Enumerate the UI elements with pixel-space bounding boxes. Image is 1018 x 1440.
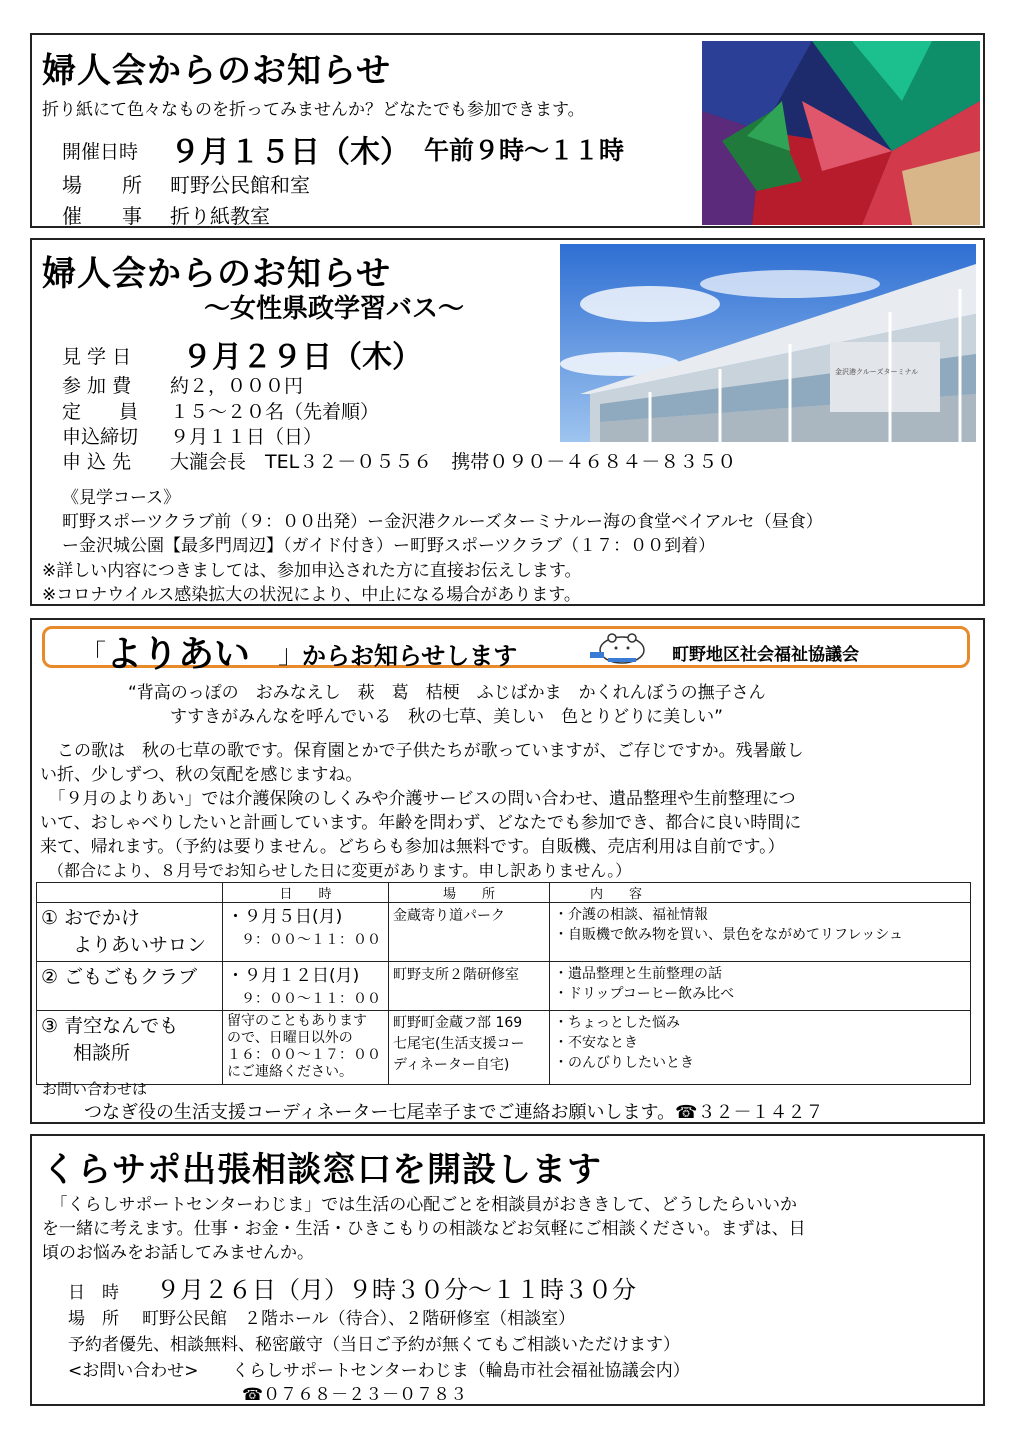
date-note-line: 留守のこともあります: [227, 1013, 367, 1029]
course-line-1: 町野スポーツクラブ前（９：００出発）ー金沢港クルーズターミナルー海の食堂ベイアルセ（昼食）: [62, 512, 823, 532]
section-title: くらサポ出張相談窓口を開設します: [42, 1150, 602, 1190]
list-item: ・自販機で飲み物を買い、景色をながめてリフレッシュ: [554, 927, 904, 943]
fee-value: 約２，０００円: [170, 375, 304, 397]
list-item: ・遺品整理と生前整理の話: [554, 966, 722, 982]
list-item: ・介護の相談、福祉情報: [554, 907, 708, 923]
paragraph-1a: この歌は 秋の七草の歌です。保育園とかで子供たちが歌っていますが、ご存じですか。残暑厳し: [40, 741, 804, 761]
capacity-label: 定 員: [62, 401, 139, 423]
bus-tour-section: [30, 238, 985, 606]
date-value: ９月２６日（月）９時３０分～１１時３０分: [156, 1276, 636, 1304]
row-name-2: よりあいサロン: [73, 934, 207, 956]
contact-phone: ☎０７６８－２３－０７８３: [242, 1385, 468, 1405]
terminal-building-photo: [560, 244, 976, 442]
origami-photo: [702, 41, 980, 225]
place-value: 町野公民館 ２階ホール（待合）、２階研修室（相談室）: [142, 1309, 576, 1329]
row-number: ③: [41, 1015, 59, 1037]
note-1: ※詳しい内容につきましては、参加申込された方に直接お伝えします。: [42, 561, 582, 581]
row-date: ・９月１２日(月): [227, 966, 360, 986]
header-content: 内 容: [550, 883, 971, 903]
table-row: [37, 903, 971, 962]
place-line: 町野町金蔵フ部 169: [393, 1015, 523, 1031]
row-number: ②: [41, 966, 59, 988]
visit-date-label: 見 学 日: [62, 346, 132, 368]
row-time: ９：００～１１：００: [241, 991, 381, 1007]
organization-name: 町野地区社会福祉協議会: [672, 645, 859, 665]
date-note-line: １６：００～１７：００: [227, 1047, 381, 1063]
apply-value: 大瀧会長 TEL３２－０５５６ 携帯０９０－４６８４－８３５０: [170, 451, 737, 473]
bear-mascot-icon: [588, 628, 652, 666]
date-value: ９月１５日（木）: [170, 135, 410, 170]
time-value: 午前９時～１１時: [424, 136, 625, 165]
fee-label: 参 加 費: [62, 375, 132, 397]
list-item: ・不安なとき: [554, 1035, 638, 1051]
paragraph-3: （都合により、８月号でお知らせした日に変更があります。申し訳ありません。）: [40, 861, 632, 880]
reservation-note: 予約者優先、相談無料、秘密厳守（当日ご予約が無くてもご相談いただけます）: [68, 1335, 680, 1355]
course-heading: 《見学コース》: [62, 488, 181, 508]
poem-line-1: “背高のっぽの おみなえし 萩 葛 桔梗 ふじばかま かくれんぼうの撫子さん: [128, 683, 766, 703]
date-note-line: ので、日曜日以外の: [227, 1030, 353, 1046]
contact-text: つなぎ役の生活支援コーディネーター七尾幸子までご連絡お願いします。☎３２－１４２７: [84, 1102, 824, 1123]
row-date: ・９月５日(月): [227, 907, 343, 927]
apply-label: 申 込 先: [62, 451, 132, 473]
banner-open-bracket: 「: [80, 640, 107, 670]
event-value: 折り紙教室: [170, 204, 270, 228]
date-label: 開催日時: [62, 141, 139, 163]
paragraph-3: 頃のお悩みをお話してみませんか。: [42, 1243, 314, 1263]
contact-label: お問い合わせは: [42, 1080, 148, 1098]
kurasapo-section: [30, 1134, 985, 1406]
section-title: 婦人会からのお知らせ: [42, 51, 391, 91]
section-subtitle: ～女性県政学習バス～: [204, 294, 465, 324]
intro-text: 折り紙にて色々なものを折ってみませんか？どなたでも参加できます。: [42, 100, 585, 120]
paragraph-2a: 「９月のよりあい」では介護保険のしくみや介護サービスの問い合わせ、遺品整理や生前整理につ: [40, 789, 796, 809]
header-date: 日 時: [223, 883, 389, 903]
row-place: 金蔵寄り道パーク: [389, 903, 550, 962]
date-label: 日 時: [68, 1283, 119, 1303]
banner-name: よりあい: [106, 634, 251, 675]
section-title: 婦人会からのお知らせ: [42, 254, 391, 294]
event-label: 催 事: [62, 204, 142, 228]
place-line: 七尾宅(生活支援コー: [393, 1036, 525, 1052]
paragraph-2: を一緒に考えます。仕事・お金・生活・ひきこもりの相談などお気軽にご相談ください。まずは、日: [42, 1219, 806, 1239]
origami-notice-section: [30, 33, 985, 228]
row-place: 町野支所２階研修室: [389, 962, 550, 1011]
banner-close-bracket: 」: [278, 640, 305, 670]
building-sign: 金沢港クルーズターミナル: [835, 368, 919, 376]
place-value: 町野公民館和室: [170, 173, 310, 197]
deadline-value: ９月１１日（日）: [170, 426, 323, 448]
list-item: ・ドリップコーヒー飲み比べ: [554, 986, 735, 1002]
paragraph-2b: いて、おしゃべりしたいと計画しています。年齢を問わず、どなたでも参加でき、都合に良い時間に: [40, 813, 802, 833]
contact-value: くらしサポートセンターわじま（輪島市社会福祉協議会内）: [232, 1361, 690, 1381]
header-place: 場 所: [389, 883, 550, 903]
date-note-line: にご連絡ください。: [227, 1064, 353, 1080]
list-item: ・ちょっとした悩み: [554, 1015, 680, 1031]
place-line: ディネーター自宅): [393, 1057, 510, 1073]
contact-label: <お問い合わせ>: [68, 1361, 199, 1381]
note-2: ※コロナウイルス感染拡大の状況により、中止になる場合があります。: [42, 585, 581, 605]
paragraph-1: 「くらしサポートセンターわじま」では生活の心配ごとを相談員がおききして、どうしたらいいか: [42, 1195, 797, 1215]
row-name: ごもごもクラブ: [64, 966, 198, 988]
list-item: ・のんびりしたいとき: [554, 1055, 694, 1071]
deadline-label: 申込締切: [62, 426, 139, 448]
banner-rest: からお知らせします: [302, 642, 518, 670]
row-time: ９：００～１１：００: [241, 932, 381, 948]
table-header-row: [37, 883, 971, 903]
paragraph-1b: い折、少しずつ、秋の気配を感じますね。: [40, 765, 363, 785]
schedule-table: [36, 882, 971, 1085]
place-label: 場 所: [62, 173, 142, 197]
table-row: [37, 962, 971, 1011]
visit-date-value: ９月２９日（木）: [182, 340, 422, 375]
course-line-2: ー金沢城公園【最多門周辺】（ガイド付き）ー町野スポーツクラブ（１７：００到着）: [62, 536, 716, 556]
row-number: ①: [41, 907, 59, 929]
place-label: 場 所: [68, 1309, 119, 1329]
row-name-2: 相談所: [73, 1042, 131, 1064]
paragraph-2c: 来て、帰れます。（予約は要りません。どちらも参加は無料です。自販機、売店利用は自前です。）: [40, 837, 785, 857]
table-row: [37, 1011, 971, 1085]
row-name: 青空なんでも: [64, 1015, 179, 1037]
row-name: おでかけ: [64, 907, 140, 929]
poem-line-2: すすきがみんなを呼んでいる 秋の七草、美しい 色とりどりに美しい”: [170, 707, 723, 727]
yoriai-section: [30, 618, 985, 1124]
capacity-value: １５～２０名（先着順）: [170, 401, 380, 423]
